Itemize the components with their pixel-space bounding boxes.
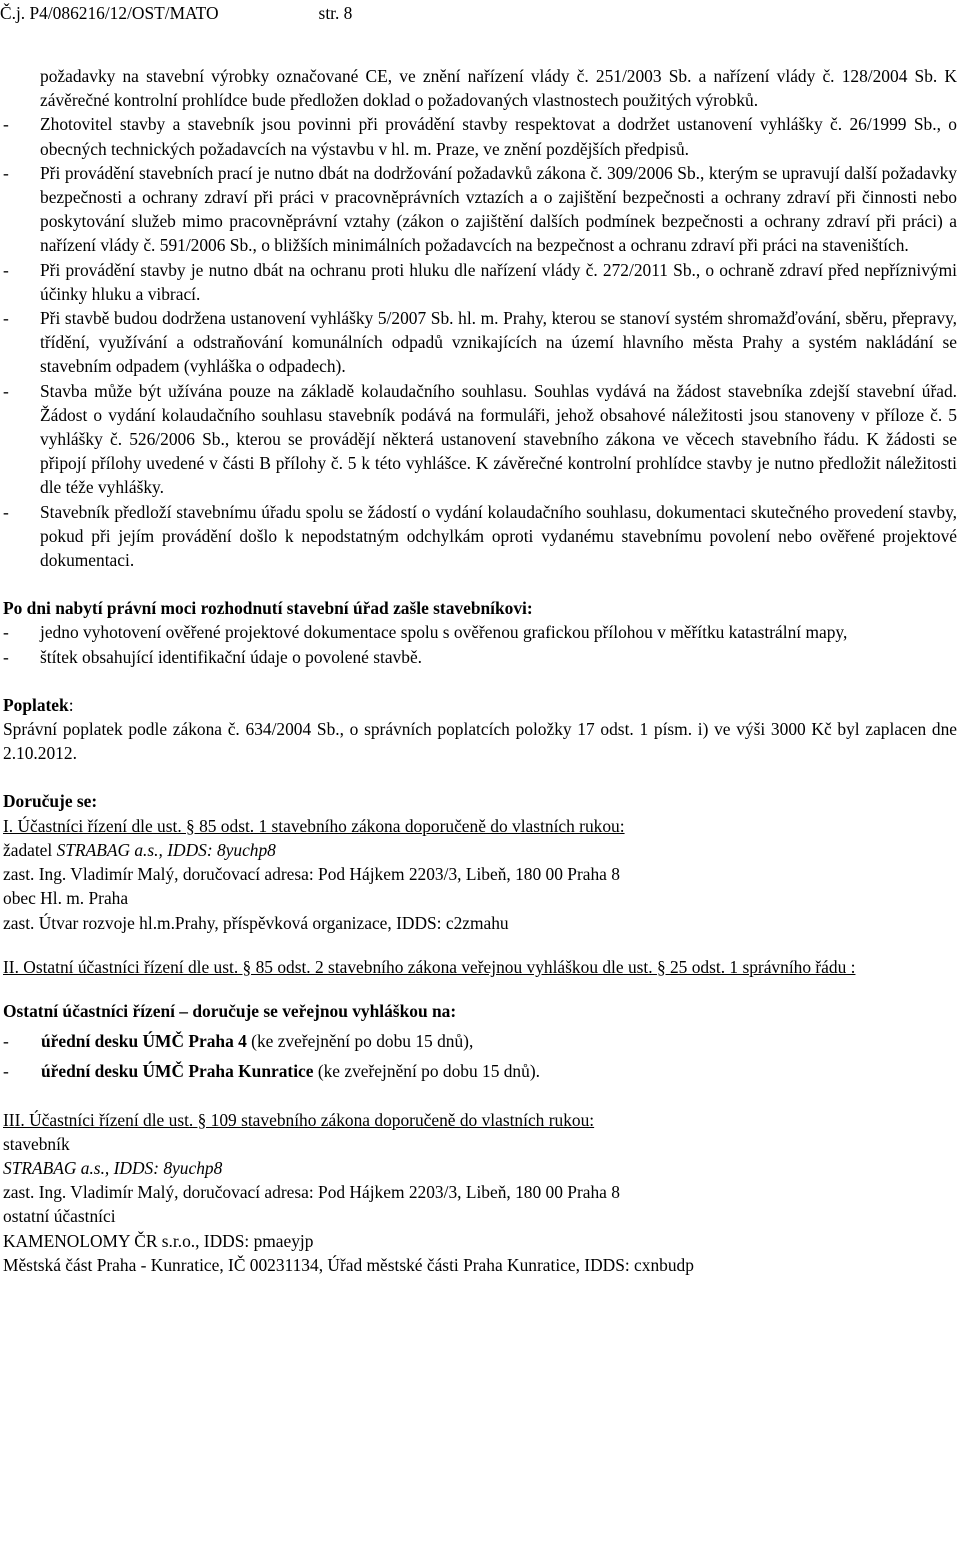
document-reference: Č.j. P4/086216/12/OST/MATO (0, 3, 219, 23)
list-item (3, 112, 957, 160)
list-item-text: Při provádění stavby je nutno dbát na ochranu proti hluku dle nařízení vlády č. 272/2011 Sb., o ochraně zdraví před nepříznivými účinky hluku a vibrací. (40, 259, 957, 304)
list-item (3, 620, 957, 644)
group-title: I. Účastníci řízení dle ust. § 85 odst. 1 stavebního zákona doporučeně do vlastních rukou: (3, 815, 625, 836)
list-item (3, 1029, 957, 1053)
list-dash: - (3, 501, 9, 522)
spacer (3, 669, 957, 693)
poplatek-section (3, 693, 957, 766)
section-heading: Ostatní účastníci řízení – doručuje se veřejnou vyhláškou na: (3, 1000, 457, 1021)
fee-text: Správní poplatek podle zákona č. 634/2004 Sb., o správních poplatcích položky 17 odst. 1 písm. i) ve výši 3000 Kč byl zaplacen dne 2.10.2012. (3, 719, 957, 764)
list-item (3, 645, 957, 669)
notice-board-name: úřední desku ÚMČ Praha Kunratice (41, 1061, 314, 1082)
doruceni-section (3, 789, 957, 1276)
list-item (3, 161, 957, 258)
spacer (3, 1084, 957, 1108)
recipient-line: zast. Ing. Vladimír Malý, doručovací adresa: Pod Hájkem 2203/3, Libeň, 180 00 Praha 8 (3, 1182, 620, 1203)
notice-board-name: úřední desku ÚMČ Praha 4 (41, 1031, 247, 1052)
section-heading: Poplatek (3, 694, 69, 715)
continued-paragraph: požadavky na stavební výrobky označované CE, ve znění nařízení vlády č. 251/2003 Sb. a nařízení vlády č. 128/2004 Sb. K závěrečné kontrolní prohlídce bude předložen doklad o požadovaných vlastnostech použitých výrobků. (40, 66, 957, 111)
list-item (3, 379, 957, 500)
list-item-text: Při provádění stavebních prací je nutno dbát na dodržování požadavků zákona č. 309/2006 Sb., kterým se upravují další požadavky bezpečnosti a ochrany zdraví při práci v pracovněprávních vztazích a o zajištění bezpečnosti a ochrany zdraví při činnosti nebo poskytování služeb mimo pracovněprávní vztahy (zákon o zajištění dalších podmínek bezpečnosti a ochrany zdraví při práci) a nařízení vlády č. 591/2006 Sb., o bližších minimálních požadavcích na bezpečnost a ochranu zdraví při práci na staveništích. (40, 162, 957, 256)
section-heading: Po dni nabytí právní moci rozhodnutí stavební úřad zašle stavebníkovi: (3, 598, 533, 619)
list-dash: - (3, 646, 9, 667)
list-item (3, 258, 957, 306)
list-item-text: štítek obsahující identifikační údaje o povolené stavbě. (40, 646, 423, 667)
spacer (3, 979, 957, 999)
section-heading: Doručuje se: (3, 791, 98, 812)
list-item-text: Stavba může být užívána pouze na základě kolaudačního souhlasu. Souhlas vydává na žádost stavebníka zdejší stavební úřad. Žádost o vydání kolaudačního souhlasu stavebník podává na formuláři, jehož obsahové náležitosti jsou stanoveny v příloze č. 5 vyhlášky č. 526/2006 Sb., kterou se provádějí některá ustanovení stavebního zákona ve věcech stavebního řádu. K žádosti se připojí přílohy uvedené v části B přílohy č. 5 k této vyhlášce. K závěrečné kontrolní prohlídce stavby je nutno předložit náležitosti dle téže vyhlášky. (40, 380, 957, 498)
group-title: II. Ostatní účastníci řízení dle ust. § 85 odst. 2 stavebního zákona veřejnou vyhláškou dle ust. § 25 odst. 1 správního řádu : (3, 956, 856, 977)
list-dash: - (3, 1031, 9, 1052)
after-nabyti-section (3, 596, 957, 669)
spacer (3, 572, 957, 596)
list-item-text: Stavebník předloží stavebnímu úřadu spolu se žádostí o vydání kolaudačního souhlasu, dokumentaci skutečného provedení stavby, pokud při jejím provádění došlo k nepodstatným odchylkám oproti vydanému stavebnímu povolení nebo ověřené projektové dokumentaci. (40, 501, 957, 571)
recipient-line: zast. Útvar rozvoje hl.m.Prahy, příspěvková organizace, IDDS: c2zmahu (3, 912, 509, 933)
list-dash: - (3, 622, 9, 643)
recipient-line: ostatní účastníci (3, 1206, 116, 1227)
page-header (0, 3, 352, 23)
recipient-line: KAMENOLOMY ČR s.r.o., IDDS: pmaeyjp (3, 1230, 314, 1251)
group-title: III. Účastníci řízení dle ust. § 109 stavebního zákona doporučeně do vlastních rukou: (3, 1109, 595, 1130)
recipient-line: obec Hl. m. Praha (3, 888, 129, 909)
list-item-text: jedno vyhotovení ověřené projektové dokumentace spolu s ověřenou grafickou přílohou v měřítku katastrální mapy, (40, 622, 848, 643)
list-item (3, 500, 957, 573)
heading-colon: : (68, 694, 74, 715)
list-dash: - (3, 114, 9, 135)
recipient-label: žadatel (3, 839, 57, 860)
spacer (3, 765, 957, 789)
document-body (3, 64, 957, 1277)
list-dash: - (3, 380, 9, 401)
notice-board-note: (ke zveřejnění po dobu 15 dnů). (313, 1061, 540, 1082)
notice-board-note: (ke zveřejnění po dobu 15 dnů), (246, 1031, 474, 1052)
list-item-text: Zhotovitel stavby a stavebník jsou povinni při provádění stavby respektovat a dodržet ustanovení vyhlášky č. 26/1999 Sb., o obecných technických požadavcích na výstavbu v hl. m. Praze, ve znění pozdějších předpisů. (40, 114, 957, 159)
list-dash: - (3, 162, 9, 183)
recipient-line: zast. Ing. Vladimír Malý, doručovací adresa: Pod Hájkem 2203/3, Libeň, 180 00 Praha 8 (3, 864, 620, 885)
list-dash: - (3, 1061, 9, 1082)
recipient-name: STRABAG a.s., IDDS: 8yuchp8 (3, 1157, 223, 1178)
list-item (3, 306, 957, 379)
list-dash: - (3, 308, 9, 329)
recipient-line: stavebník (3, 1133, 70, 1154)
conditions-list (3, 112, 957, 572)
recipient-line: Městská část Praha - Kunratice, IČ 00231134, Úřad městské části Praha Kunratice, IDDS: cxnbudp (3, 1254, 694, 1275)
list-item-text: Při stavbě budou dodržena ustanovení vyhlášky 5/2007 Sb. hl. m. Prahy, kterou se stanoví systém shromažďování, sběru, přepravy, třídění, využívání a odstraňování komunálních odpadů vznikajících na území hlavního města Prahy a systém nakládání se stavebním odpadem (vyhláška o odpadech). (40, 308, 957, 377)
spacer (3, 935, 957, 955)
recipient-name: STRABAG a.s., IDDS: 8yuchp8 (56, 839, 276, 860)
list-item (3, 1059, 957, 1083)
page-number: str. 8 (318, 3, 353, 23)
list-dash: - (3, 259, 9, 280)
